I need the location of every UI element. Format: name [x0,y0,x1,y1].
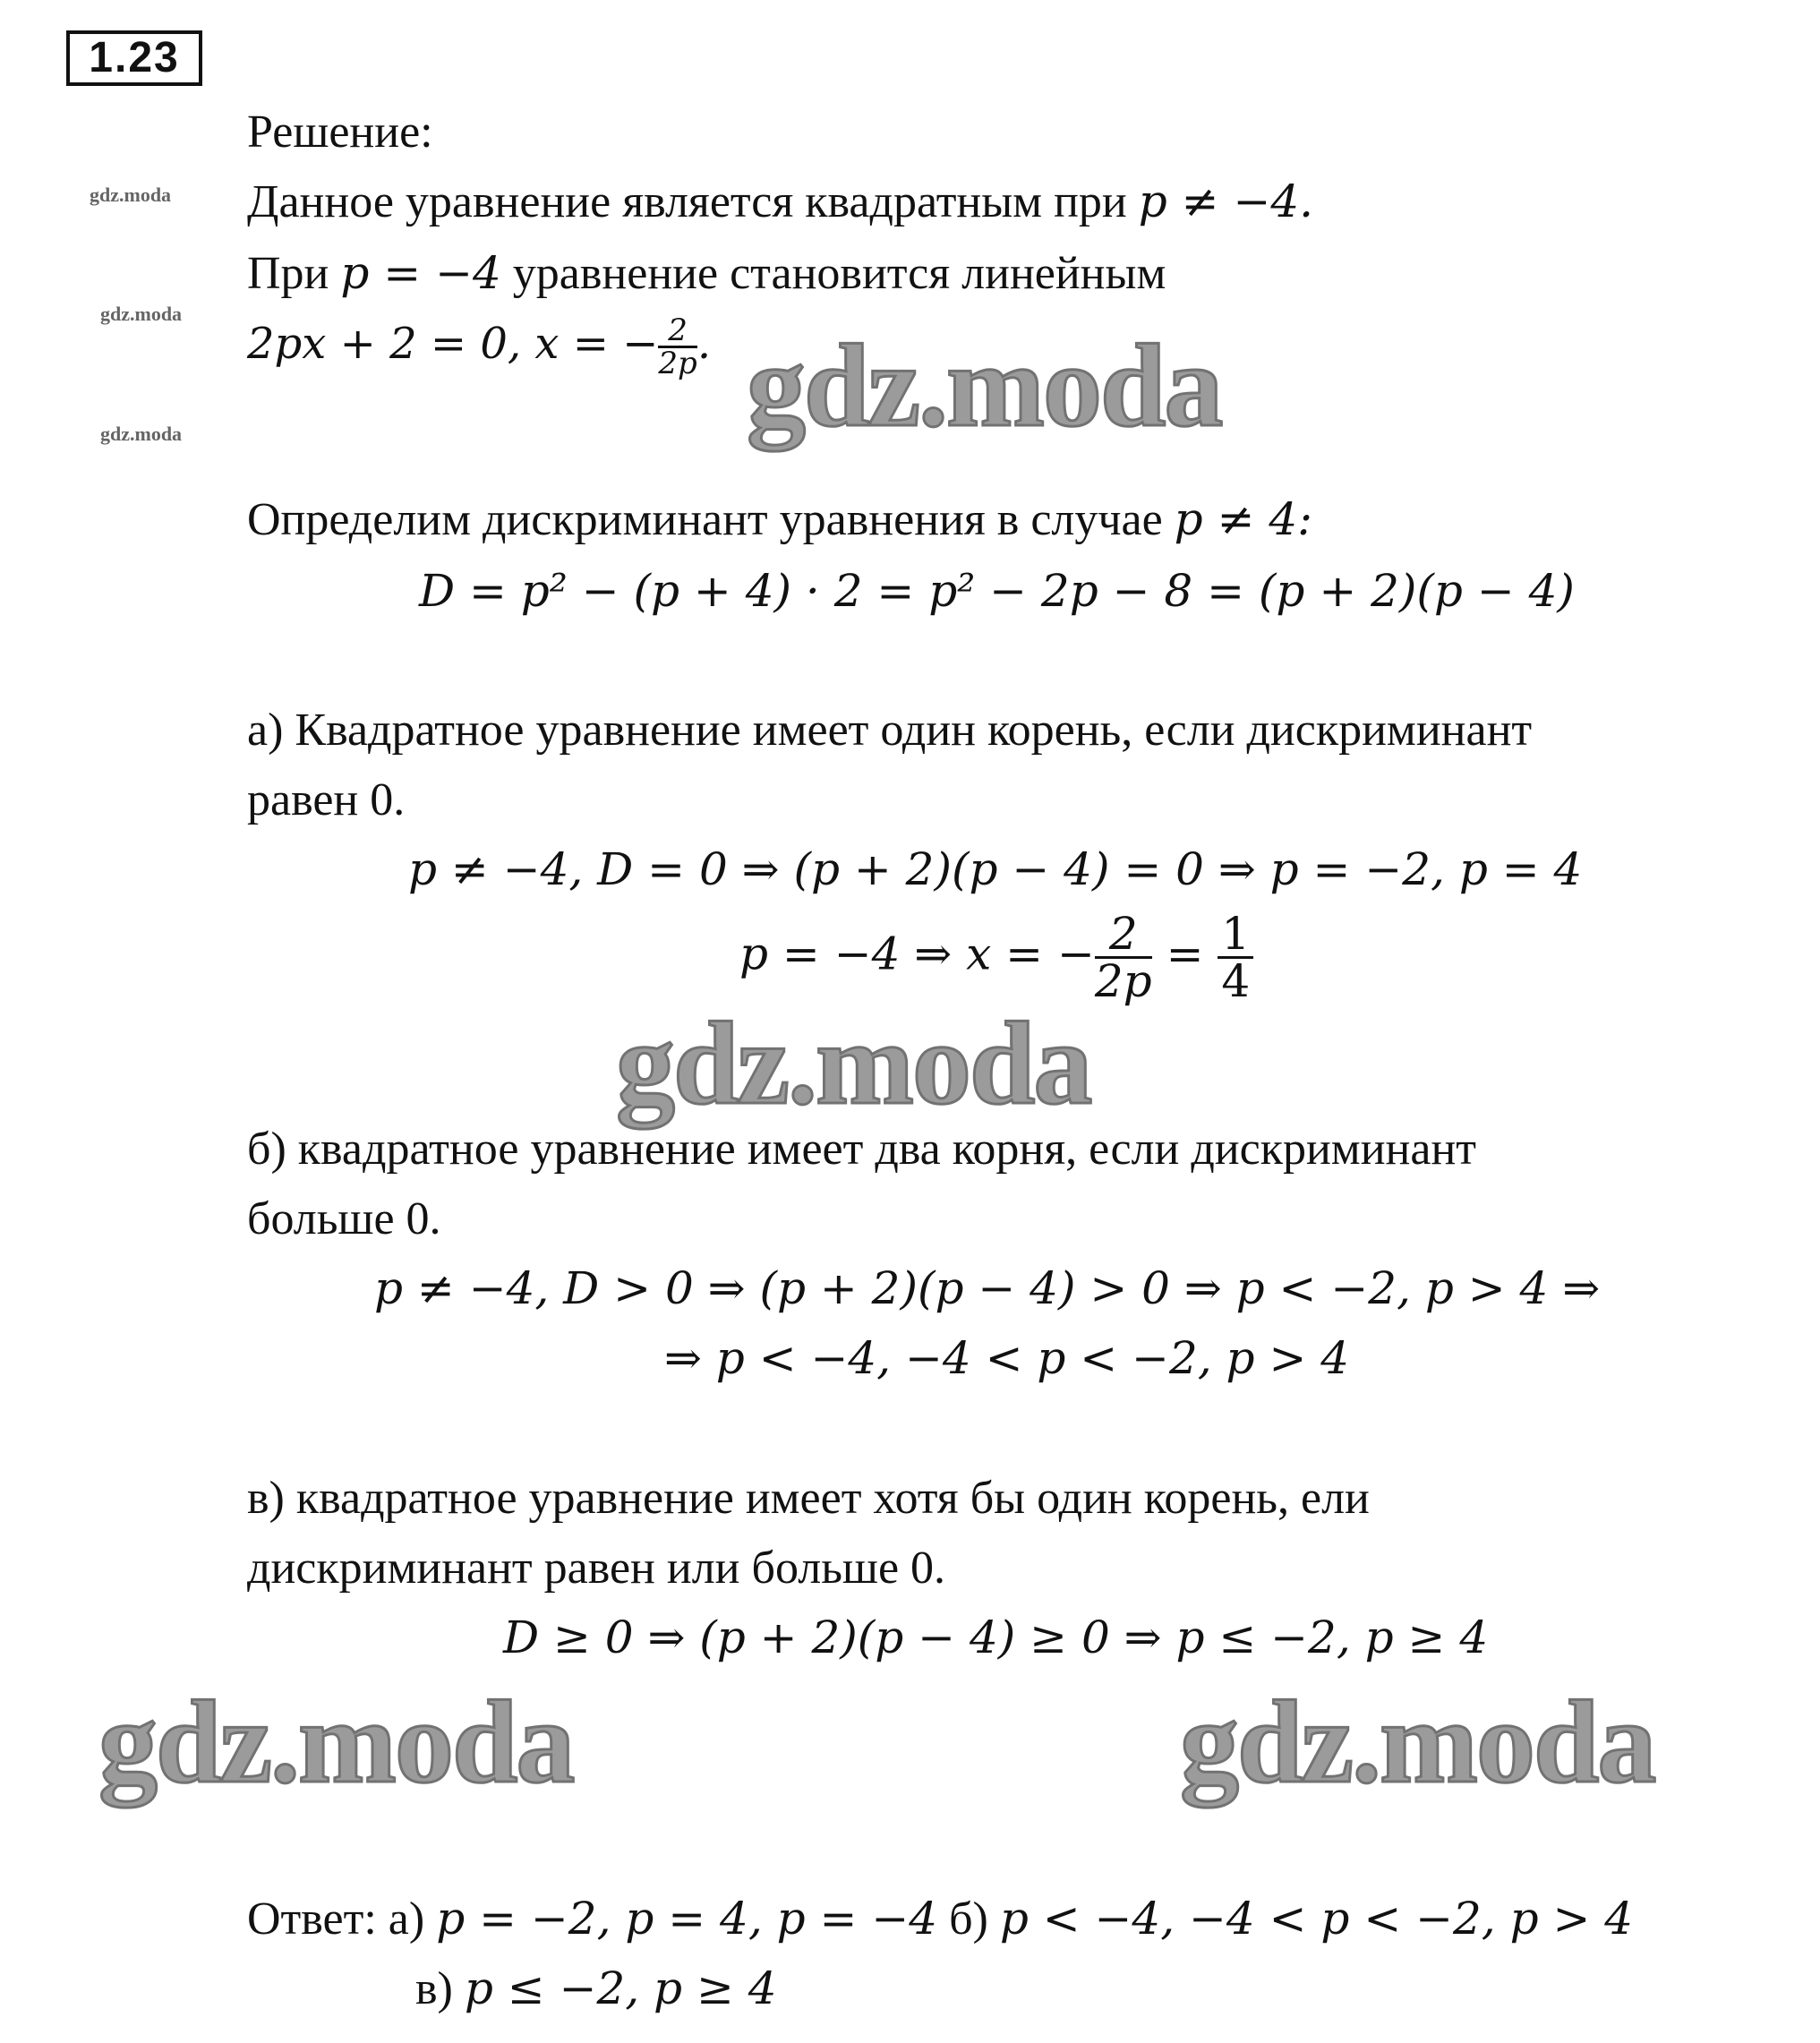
line-quadratic-condition-text: Данное уравнение является квадратным при [247,176,1127,227]
part-b-line2: больше 0. [247,1193,441,1244]
part-a-eq2-fraction [1094,908,1152,1007]
fraction-numerator: 2 [658,315,696,348]
answer-c-label: в) [415,1963,453,2014]
discriminant-intro-text: Определим дискриминант уравнения в случае [247,494,1163,545]
answer-a: p = −2, p = 4, p = −4 [436,1893,938,1945]
answer-b: p < −4, −4 < p < −2, p > 4 [999,1893,1634,1945]
part-a-eq2-left: p = −4 ⇒ x = − [739,927,1095,980]
line-linear-case [247,247,1166,299]
line-linear-case-text-a: При [247,248,329,299]
line-linear-case-text-b: уравнение становится линейным [512,248,1166,299]
part-a-eq2-result-numerator: 1 [1218,911,1253,959]
part-b-line1: б) квадратное уравнение имеет два корня, если дискриминант [247,1124,1476,1175]
part-a-equation2 [739,908,1253,1007]
part-a-line2: равен 0. [247,774,406,825]
watermark-large-3: gdz.moda [98,1676,574,1808]
watermark-small-2: gdz.moda [100,303,183,325]
part-a-equation1: p ≠ −4, D = 0 ⇒ (p + 2)(p − 4) = 0 ⇒ p = −2, p = 4 [408,843,1583,895]
fraction-denominator: 2p [658,346,697,381]
part-c-equation: D ≥ 0 ⇒ (p + 2)(p − 4) ≥ 0 ⇒ p ≤ −2, p ≥ 4 [503,1611,1489,1663]
part-b-equation1: p ≠ −4, D > 0 ⇒ (p + 2)(p − 4) > 0 ⇒ p < −2, p > 4 ⇒ [374,1262,1601,1314]
discriminant-intro-math: p ≠ 4: [1174,493,1313,545]
linear-equation-end: . [696,319,712,369]
linear-equation-math: 2px + 2 = 0, x = − [247,319,659,369]
discriminant-formula: D = p² − (p + 4) · 2 = p² − 2p − 8 = (p + 2)(p − 4) [419,565,1575,617]
watermark-large-4: gdz.moda [1180,1676,1655,1808]
watermark-small-1: gdz.moda [90,184,172,206]
solution-label: Решение: [247,107,433,158]
part-a-eq2-result-denominator: 4 [1221,955,1251,1007]
part-a-eq2-result [1218,908,1253,1007]
answer-line1 [247,1893,1634,1945]
line-linear-equation [247,312,712,381]
part-a-line1: а) Квадратное уравнение имеет один корень, если дискриминант [247,705,1533,756]
part-a-eq2-equals: = [1166,927,1204,980]
answer-label: Ответ: [247,1893,377,1945]
line-quadratic-condition [247,175,1314,227]
watermark-large-2: gdz.moda [616,997,1091,1129]
part-b-equation2: ⇒ p < −4, −4 < p < −2, p > 4 [664,1332,1350,1384]
part-c-line2: дискриминант равен или больше 0. [247,1543,946,1594]
line-discriminant-intro [247,493,1313,545]
answer-line2 [415,1962,777,2014]
part-a-eq2-numerator: 2 [1095,911,1152,959]
problem-number: 1.23 [66,30,202,86]
watermark-small-3: gdz.moda [100,423,183,445]
part-c-line1: в) квадратное уравнение имеет хотя бы один корень, ели [247,1473,1370,1524]
line-linear-case-math: p = −4 [340,247,501,299]
answer-b-label: б) [949,1893,988,1945]
answer-c: p ≤ −2, p ≥ 4 [464,1962,777,2014]
watermark-large-1: gdz.moda [747,320,1222,451]
part-a-eq2-denominator: 2p [1094,955,1152,1007]
answer-a-label: а) [388,1893,425,1945]
line-quadratic-condition-math: p ≠ −4. [1138,175,1314,227]
linear-equation-fraction [658,312,697,381]
